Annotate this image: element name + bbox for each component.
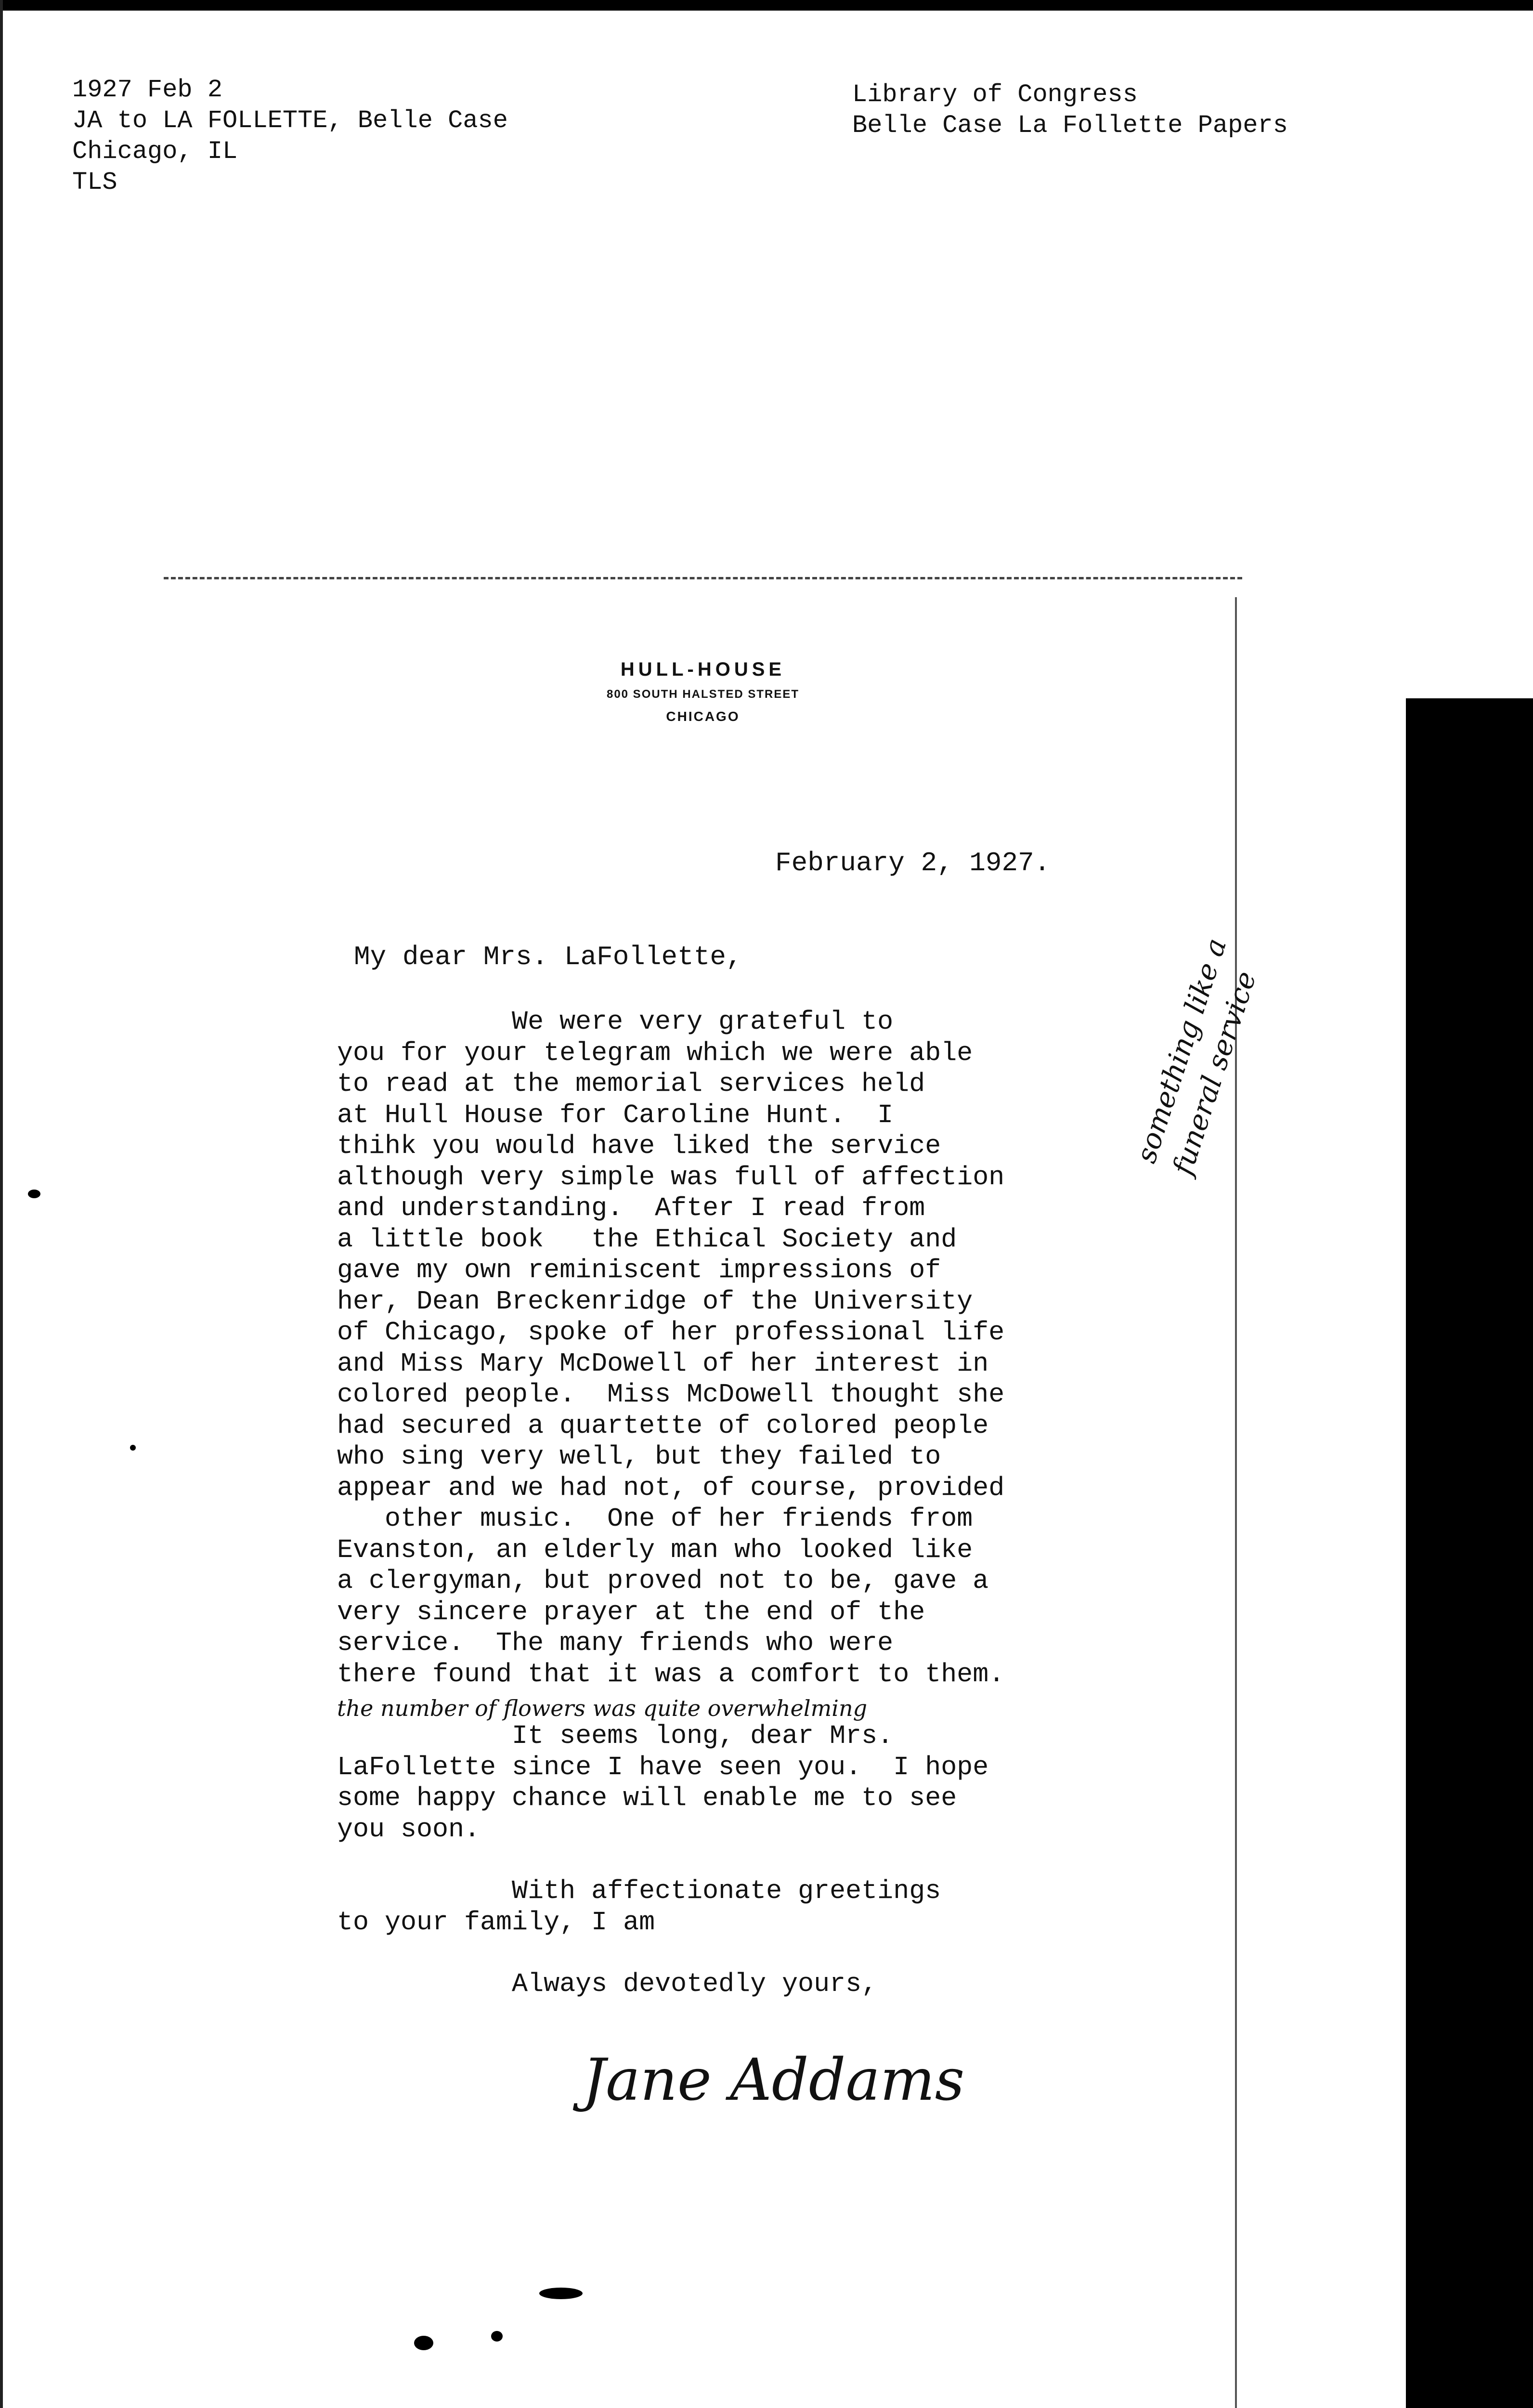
archive-date: 1927 Feb 2: [72, 76, 223, 104]
paragraph-gap: [337, 1845, 1004, 1876]
archive-metadata: [72, 75, 508, 198]
body-line: although very simple was full of affection: [337, 1162, 1005, 1192]
archive-source: [852, 79, 1288, 141]
signature: Jane Addams: [583, 2047, 965, 2114]
body-line: at Hull House for Caroline Hunt. I: [337, 1099, 894, 1130]
paragraph-gap: [337, 1938, 1004, 1969]
paper-right-edge: [1235, 597, 1237, 2408]
letter-date: February 2, 1927.: [775, 848, 1051, 878]
paper-top-edge: [164, 577, 1242, 579]
body-line: who sing very well, but they failed to: [337, 1441, 941, 1472]
body-line: Evanston, an elderly man who looked like: [337, 1534, 973, 1565]
body-line: very sincere prayer at the end of the: [337, 1597, 925, 1627]
letter-salutation: My dear Mrs. LaFollette,: [354, 942, 742, 972]
scan-speck: [414, 2336, 433, 2350]
body-line: and Miss Mary McDowell of her interest in: [337, 1348, 989, 1379]
letterhead-address: 800 SOUTH HALSTED STREET: [606, 688, 800, 701]
body-line: appear and we had not, of course, provided: [337, 1472, 1005, 1503]
archive-correspondents: JA to LA FOLLETTE, Belle Case: [72, 106, 508, 135]
letterhead: [530, 655, 876, 728]
scan-speck: [539, 2288, 583, 2299]
scan-right-shadow: [1406, 698, 1533, 2408]
body-line: It seems long, dear Mrs.: [337, 1721, 894, 1751]
body-line: service. The many friends who were: [337, 1628, 894, 1658]
body-line: had secured a quartette of colored people: [337, 1410, 989, 1441]
body-line: other music. One of her friends from: [337, 1504, 973, 1534]
body-line: a little book the Ethical Society and: [337, 1224, 957, 1255]
letterhead-name: HULL-HOUSE: [620, 659, 786, 680]
closing-line: With affectionate greetings: [337, 1876, 941, 1906]
closing-line: to your family, I am: [337, 1907, 655, 1937]
letterhead-city: CHICAGO: [666, 709, 740, 724]
body-line: to read at the memorial services held: [337, 1069, 925, 1099]
body-line: colored people. Miss McDowell thought she: [337, 1379, 1005, 1410]
body-line: We were very grateful to: [337, 1007, 894, 1037]
archive-place: Chicago, IL: [72, 137, 238, 166]
scan-speck: [130, 1445, 136, 1451]
scan-speck: [28, 1190, 40, 1198]
valediction: Always devotedly yours,: [337, 1969, 878, 1999]
body-line: thihk you would have liked the service: [337, 1131, 941, 1161]
archive-type: TLS: [72, 168, 117, 196]
handwritten-interlinear-note: the number of flowers was quite overwhelming: [337, 1695, 868, 1721]
body-line: of Chicago, spoke of her professional life: [337, 1317, 1005, 1348]
handwritten-margin-note: something like a funeral service: [1129, 934, 1263, 1179]
scan-speck: [491, 2331, 503, 2342]
body-line: LaFollette since I have seen you. I hope: [337, 1752, 989, 1782]
letter-body: [337, 1007, 1004, 2000]
body-line: and understanding. After I read from: [337, 1193, 925, 1223]
scan-top-border: [0, 0, 1533, 11]
body-line: you soon.: [337, 1814, 481, 1845]
archive-repository: Library of Congress: [852, 80, 1138, 109]
body-line: her, Dean Breckenridge of the University: [337, 1286, 973, 1317]
body-line: gave my own reminiscent impressions of: [337, 1255, 941, 1285]
body-line: you for your telegram which we were able: [337, 1037, 973, 1068]
archive-collection: Belle Case La Follette Papers: [852, 111, 1288, 140]
scan-left-border: [0, 0, 3, 2408]
body-line: there found that it was a comfort to them.: [337, 1659, 1005, 1689]
body-line: a clergyman, but proved not to be, gave a: [337, 1566, 989, 1596]
body-line: some happy chance will enable me to see: [337, 1783, 957, 1813]
